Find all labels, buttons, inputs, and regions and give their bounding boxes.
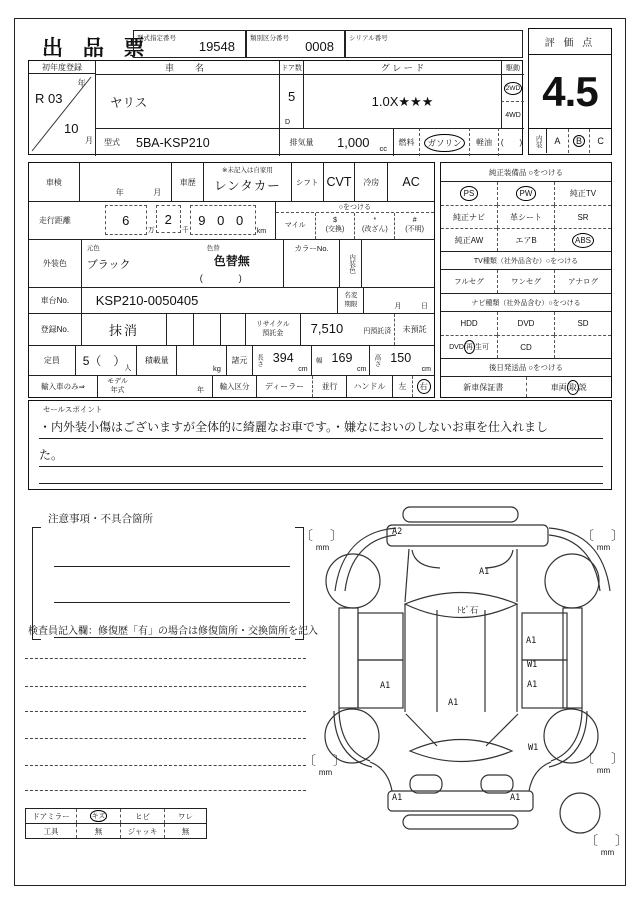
height-value: 150 [390, 351, 412, 365]
page-title: 出 品 票 [42, 37, 152, 60]
mileage-marks-cell [275, 202, 434, 239]
import-dealer: ディーラー [256, 376, 312, 397]
sales-line-3 [39, 474, 603, 484]
tv-type-header: TV種類（社外品含む）○をつける [441, 251, 611, 270]
equip-pw [497, 182, 554, 205]
damage-code-label: A1 [526, 636, 537, 646]
month-unit: 月 [85, 136, 93, 145]
shift-label: シフト [291, 163, 323, 201]
mirror-row [26, 809, 206, 824]
mirror-scratch [76, 809, 120, 823]
handle-right [412, 376, 434, 397]
recycle-deposit-cell [300, 314, 395, 345]
mark-unknown: # (不明) [394, 213, 434, 239]
inspection-label: 車検 [45, 177, 62, 187]
interior-label: 内装 [529, 129, 547, 153]
interior-grade-b [568, 129, 590, 153]
equip-ps [441, 182, 497, 205]
tv-type-row [441, 270, 611, 293]
tv-analog: アナログ [554, 270, 611, 293]
navi-hdd: HDD [460, 319, 478, 328]
mm-bracket: 〔 〕 mm [581, 528, 627, 552]
recycle-not-deposited: 未預託 [394, 314, 434, 345]
damage-code-label: A1 [510, 793, 521, 803]
original-color-value: ブラック [86, 259, 131, 271]
damage-code-label: W1 [527, 660, 538, 670]
load-label: 積載量 [136, 346, 176, 375]
height-unit: cm [421, 366, 432, 373]
first-registration-label: 初年度登録 [29, 61, 95, 74]
notes-line [54, 637, 290, 638]
notes-line [54, 602, 290, 603]
class-division-number-label: 類別区分番号 [250, 35, 289, 42]
circle-mark: PW [516, 186, 537, 201]
row-inspection [29, 163, 434, 201]
vehicle-table [28, 60, 523, 155]
inspector-title: 検査員記入欄：修復歴「有」の場合は修復箇所・交換箇所を記入 [28, 626, 318, 637]
grade-label: グ レ ー ド [303, 61, 501, 75]
shift-value: CVT [323, 163, 355, 201]
sen-unit: 千 [181, 227, 189, 234]
car-name-label: 車 名 [96, 61, 279, 75]
mm-bracket: 〔 〕 mm [585, 833, 631, 857]
inspector-line [25, 765, 306, 766]
interior-grade-c: C [589, 129, 611, 153]
inspector-line [25, 738, 306, 739]
tv-one-seg: ワンセグ [497, 270, 554, 293]
jack-label: ジャッキ [120, 824, 164, 838]
length-value: 394 [272, 351, 294, 365]
capacity-cell [75, 346, 137, 375]
damage-code-label: W1 [528, 743, 539, 753]
aircon-value: AC [387, 163, 434, 201]
length-unit: cm [298, 366, 308, 373]
recycle-label: リサイクル 預託金 [245, 314, 300, 345]
chassis-value: KSP210-0050405 [81, 288, 338, 313]
name-change-label: 名変 期限 [337, 288, 363, 313]
color-cell [81, 240, 283, 287]
interior-color-label: 内装色 [339, 240, 361, 287]
damage-code-label: A1 [448, 698, 459, 708]
score-value: 4.5 [542, 67, 598, 115]
spec-label: 諸元 [226, 346, 252, 375]
mark-mile: マイル [284, 221, 306, 229]
inspector-line [25, 790, 306, 791]
doors-cell [279, 75, 303, 128]
circle-mark: 取 [567, 380, 579, 395]
km-unit: km [256, 228, 267, 235]
model-year-cell [137, 376, 212, 397]
height-cell [382, 346, 434, 375]
model-designation-number-value: 19548 [198, 39, 235, 54]
score-box [528, 28, 612, 155]
equip-sunroof: SR [554, 205, 611, 228]
model-code-value: 5BA-KSP210 [128, 128, 279, 156]
empty-cell [193, 314, 220, 345]
doors-label: ドア数 [279, 61, 303, 75]
fuel-gasoline [419, 128, 469, 156]
score-title: 評 価 点 [529, 29, 611, 55]
model-designation-number-label: 型式指定番号 [137, 35, 176, 42]
navi-sd: SD [554, 312, 611, 335]
inspector-line [25, 658, 306, 659]
mark-exchanged: $ (交換) [315, 213, 355, 239]
mirror-break: ワレ [164, 809, 206, 823]
mirror-crack: ヒビ [120, 809, 164, 823]
odometer-cell [81, 202, 275, 239]
model-year-label: モデル 年式 [97, 376, 137, 397]
car-name-value: ヤリス [110, 95, 148, 110]
mark-tampered: * (改ざん) [354, 213, 394, 239]
empty-cell [166, 314, 193, 345]
damage-code-label: A1 [479, 567, 490, 577]
registration-label: 登録No. [40, 325, 70, 334]
color-change-label: 色替 [206, 245, 220, 252]
equip-abs [554, 228, 611, 251]
navi-row-2 [441, 335, 611, 358]
notes-line [54, 566, 290, 567]
damage-diagram [300, 505, 640, 905]
equip-leather-seat: 革シート [497, 205, 554, 228]
serial-number-box [345, 30, 523, 58]
width-value: 169 [331, 351, 353, 365]
navi-type-header: ナビ種類（社外品含む）○をつける [441, 293, 611, 312]
recycle-deposit-value: 7,510 [310, 321, 344, 336]
capacity-unit: 人 [124, 365, 132, 372]
recycle-deposit-suffix: 円預託済 [363, 328, 392, 335]
circle-mark: 右 [417, 379, 431, 394]
equipment-row-3 [441, 228, 611, 251]
inspection-month-unit: 月 [153, 188, 162, 197]
capacity-value: 5（ ） [82, 354, 126, 368]
exterior-color-label: 外装色 [42, 259, 67, 268]
mirror-tools-table [25, 808, 207, 839]
history-value: レンタカー [214, 179, 281, 193]
damage-code-label: A1 [380, 681, 391, 691]
row-registration [29, 313, 434, 345]
import-class-label: 輸入区分 [212, 376, 256, 397]
door-mirror-label: ドアミラー [32, 811, 70, 821]
circle-mark: B [573, 135, 585, 147]
empty-cell [554, 335, 611, 358]
circle-mark: キズ [90, 810, 108, 822]
model-code-label: 型式 [96, 128, 128, 156]
drive-label: 駆動 [501, 61, 524, 75]
row-chassis [29, 287, 434, 313]
interior-color-cell [361, 240, 434, 287]
load-cell [176, 346, 226, 375]
color-change-value: 色替無 [213, 254, 250, 268]
height-label: 高さ [369, 346, 382, 375]
registration-era: R 03 [35, 91, 63, 106]
fuel-label: 燃料 [393, 128, 419, 156]
damage-code-label: ﾄﾋﾞ石 [457, 606, 479, 616]
tools-label: 工具 [43, 826, 59, 836]
name-change-date [363, 288, 434, 313]
equipment-row-2 [441, 205, 611, 228]
width-unit: cm [356, 366, 367, 373]
odometer-sen: 2 [156, 205, 181, 233]
row-mileage [29, 201, 434, 239]
equip-airbag: エアB [497, 228, 554, 251]
circle-mark: 2WD [504, 82, 522, 95]
class-division-number-value: 0008 [305, 39, 334, 54]
color-change-paren: ( ) [199, 273, 242, 283]
notes-title: 注意事項・不具合箇所 [48, 513, 153, 525]
color-no-cell [283, 240, 340, 287]
fuel-paren: ( ) [498, 128, 524, 156]
fuel-diesel: 軽油 [469, 128, 498, 156]
equip-alloy-wheels: 純正AW [441, 228, 497, 251]
aircon-label: 冷房 [354, 163, 387, 201]
dvd-playback: DVD 再 生可 [441, 335, 497, 358]
mm-bracket: 〔 〕 mm [300, 528, 346, 552]
damage-code-label: A2 [392, 527, 403, 537]
circle-mark: 再 [464, 340, 475, 354]
tv-full-seg: フルセグ [454, 277, 484, 286]
empty-cell [220, 314, 245, 345]
import-parallel: 並行 [312, 376, 346, 397]
history-cell [203, 163, 291, 201]
row-exterior-color [29, 239, 434, 287]
handle-left: 左 [392, 376, 412, 397]
year-unit: 年 [77, 78, 86, 88]
capacity-label: 定員 [43, 356, 60, 365]
displacement-cell [323, 128, 393, 156]
drive-2wd [501, 75, 524, 102]
registration-month: 10 [64, 121, 79, 136]
history-label: 車歴 [171, 163, 203, 201]
row-import [29, 375, 434, 397]
displacement-unit: cc [379, 144, 387, 153]
model-designation-number-box [133, 30, 246, 58]
damage-code-label: A1 [392, 793, 403, 803]
equipment-header: 純正装備品 ○をつける [441, 163, 611, 182]
displacement-label: 排気量 [279, 128, 323, 156]
color-no-label: カラーNo. [294, 244, 329, 253]
navi-dvd: DVD [497, 312, 554, 335]
sales-line-2: た。 [39, 446, 603, 467]
class-division-number-box [246, 30, 345, 58]
serial-number-label: シリアル番号 [349, 35, 388, 42]
circle-mark: ABS [572, 233, 594, 248]
equip-tv: 純正TV [554, 182, 611, 205]
nc-day-unit: 日 [421, 303, 428, 310]
doors-value: 5 [288, 89, 296, 104]
doors-suffix: D [285, 119, 291, 126]
row-capacity [29, 345, 434, 375]
handle-label: ハンドル [346, 376, 392, 397]
circle-mark: PS [460, 186, 479, 201]
import-only-label: 輸入車のみ⇒ [41, 382, 85, 391]
man-unit: 万 [147, 227, 155, 234]
mileage-label: 走行距離 [38, 216, 71, 225]
displacement-value: 1,000 [337, 135, 370, 150]
circle-mark: ガソリン [424, 134, 464, 152]
length-cell [265, 346, 311, 375]
model-year-unit: 年 [197, 387, 204, 394]
navi-row-1 [441, 312, 611, 335]
later-shipment-row [441, 377, 611, 397]
marks-header: ○をつける [276, 202, 434, 213]
sales-point-box [28, 400, 612, 490]
inspector-line [25, 711, 306, 712]
width-cell [324, 346, 370, 375]
chassis-label: 車台No. [40, 296, 70, 305]
jack-none: 無 [164, 824, 206, 838]
navi-cd: CD [497, 335, 554, 358]
interior-grade-row [529, 128, 611, 153]
registration-value: 抹消 [81, 314, 167, 345]
sales-line-1: ・内外装小傷はございますが全体的に綺麗なお車です。・嫌なにおいのしないお車を仕入れまし [39, 418, 603, 439]
sales-point-label: セールスポイント [43, 405, 103, 414]
grade-value: 1.0X★★★ [303, 75, 501, 128]
first-registration-cell [29, 61, 96, 156]
details-table [28, 162, 435, 398]
odometer-rest: 9 0 0 [190, 205, 256, 235]
mm-bracket: 〔 〕 mm [303, 753, 349, 777]
tools-row [26, 824, 206, 838]
damage-code-label: A1 [527, 680, 538, 690]
mm-bracket: 〔 〕 mm [581, 751, 627, 775]
interior-grade-a: A [554, 136, 561, 146]
inspector-line [25, 686, 306, 687]
width-label: 幅 [311, 346, 324, 375]
later-shipment-header: 後日発送品 ○をつける [441, 358, 611, 377]
nc-month-unit: 月 [394, 303, 402, 310]
drive-4wd: 4WD [501, 102, 524, 128]
equipment-table [440, 162, 612, 398]
length-label: 長さ [252, 346, 265, 375]
new-car-warranty: 新車保証書 [463, 382, 504, 392]
marks-options [276, 213, 434, 239]
equip-navi: 純正ナビ [441, 205, 497, 228]
odometer-man: 6 [105, 205, 147, 235]
history-note: ※未記入は自家用 [221, 167, 273, 174]
inspection-year-unit: 年 [115, 188, 124, 197]
original-color-label: 元色 [86, 245, 100, 252]
tools-none: 無 [76, 824, 120, 838]
vehicle-manual: 車両 取 説 [526, 377, 612, 397]
load-unit: kg [213, 364, 221, 373]
equipment-row-1 [441, 182, 611, 205]
inspection-date-cell [79, 163, 172, 201]
